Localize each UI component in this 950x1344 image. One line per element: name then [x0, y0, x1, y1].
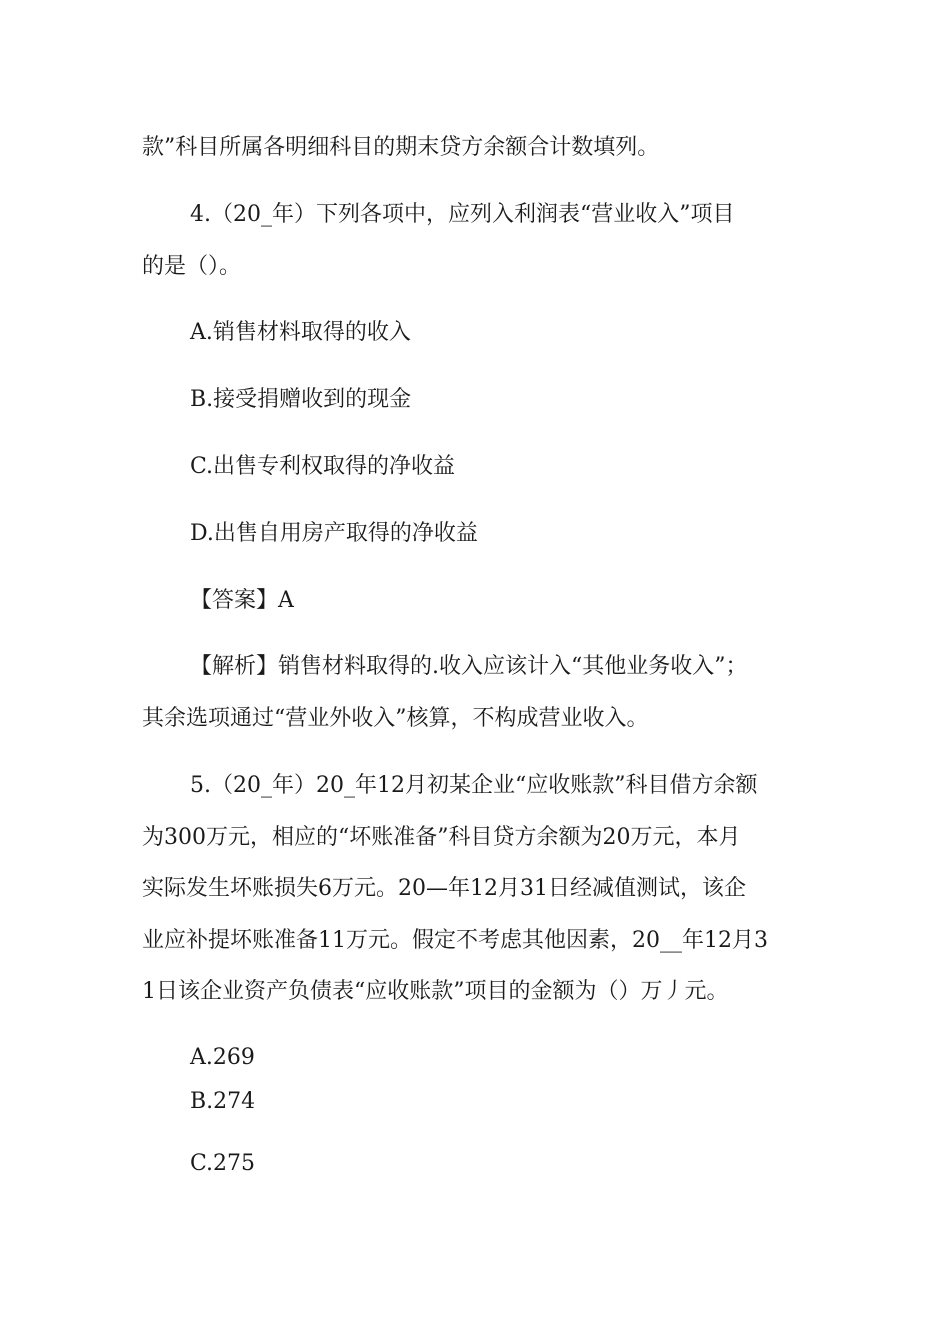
question-4-text: 4.（20_年）下列各项中，应列入利润表“营业收入”项目	[190, 202, 735, 227]
question-4-text-cont: 的是（）。	[142, 254, 242, 279]
option-c: C.出售专利权取得的净收益	[190, 454, 456, 479]
explanation-cont: 其余选项通过“营业外收入”核算，不构成营业收入。	[142, 706, 649, 731]
option-a: A.销售材料取得的收入	[190, 320, 411, 345]
explanation: 【解析】销售材料取得的.收入应该计入“其他业务收入”；	[190, 654, 748, 679]
question-5-text: 5.（20_年）20_年12月初某企业“应收账款”科目借方余额	[190, 773, 758, 798]
option-c: C.275	[190, 1151, 256, 1176]
option-b: B.274	[190, 1089, 256, 1114]
question-5-text-cont: 为300万元，相应的“坏账准备”科目贷方余额为20万元，本月	[142, 825, 741, 850]
question-5-text-cont: 业应补提坏账准备11万元。假定不考虑其他因素，20__年12月3	[142, 928, 768, 953]
question-5-text-cont: 实际发生坏账损失6万元。20—年12月31日经减值测试，该企	[142, 876, 746, 901]
option-d: D.出售自用房产取得的净收益	[190, 521, 478, 546]
text-line: 款”科目所属各明细科目的期末贷方余额合计数填列。	[142, 135, 660, 160]
answer: 【答案】A	[190, 588, 294, 613]
question-5-text-cont: 1日该企业资产负债表“应收账款”项目的金额为（）万丿元。	[142, 979, 729, 1004]
option-a: A.269	[190, 1045, 255, 1070]
option-b: B.接受捐赠收到的现金	[190, 387, 412, 412]
